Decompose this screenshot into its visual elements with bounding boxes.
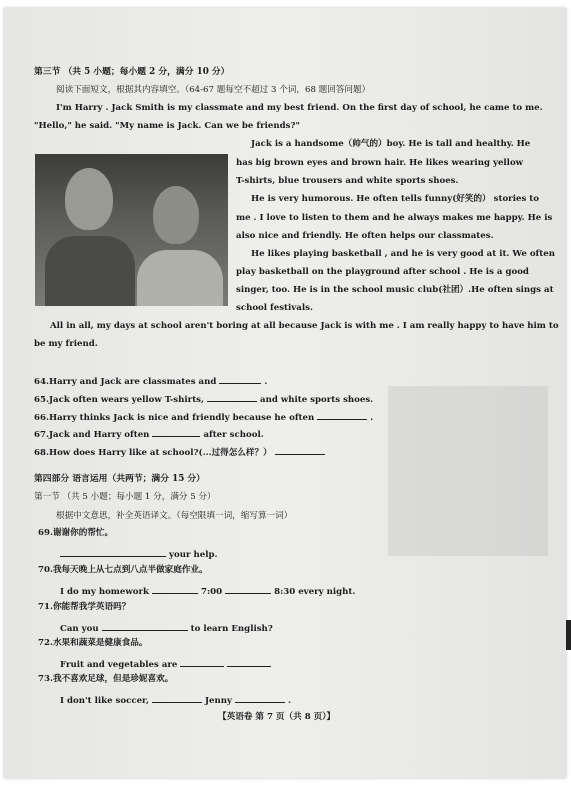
question-70-chinese: 70.我每天晚上从七点到八点半做家庭作业。 bbox=[38, 565, 208, 575]
passage-line: play basketball on the playground after school . He is a good bbox=[236, 267, 529, 277]
answer-blank[interactable] bbox=[207, 392, 257, 402]
question-72-chinese: 72.水果和蔬菜是健康食品。 bbox=[38, 638, 148, 648]
answer-blank[interactable] bbox=[152, 427, 200, 437]
question-67: 67.Jack and Harry often after school. bbox=[34, 427, 264, 441]
question-70-english: I do my homework 7:00 8:30 every night. bbox=[60, 584, 355, 598]
question-65: 65.Jack often wears yellow T-shirts, and white sports shoes. bbox=[34, 392, 373, 406]
question-64: 64.Harry and Jack are classmates and . bbox=[34, 374, 267, 388]
two-boys-photo bbox=[35, 154, 228, 306]
answer-blank[interactable] bbox=[180, 657, 224, 667]
page-edge-marker bbox=[566, 620, 571, 650]
question-69-chinese: 69.谢谢你的帮忙。 bbox=[38, 528, 114, 538]
question-71-english: Can you to learn English? bbox=[60, 621, 273, 635]
passage-line: He likes playing basketball , and he is very good at it. We often bbox=[251, 249, 555, 259]
passage-line: school festivals. bbox=[236, 303, 313, 313]
answer-blank[interactable] bbox=[317, 410, 367, 420]
answer-blank[interactable] bbox=[152, 693, 202, 703]
answer-blank[interactable] bbox=[235, 693, 285, 703]
question-69-english: your help. bbox=[60, 547, 217, 561]
section3-title: 第三节 （共 5 小题；每小题 2 分，满分 10 分） bbox=[34, 67, 230, 77]
exam-page bbox=[4, 8, 566, 778]
passage-line: has big brown eyes and brown hair. He likes wearing yellow bbox=[236, 158, 524, 168]
passage-line: I'm Harry . Jack Smith is my classmate and my best friend. On the first day of school, he came to me. bbox=[56, 103, 543, 113]
part4-instruction: 根据中文意思，补全英语译文。（每空限填一词，缩写算一词） bbox=[56, 511, 293, 521]
passage-line: All in all, my days at school aren't boring at all because Jack is with me . I am really happy to have him to bbox=[50, 321, 559, 331]
passage-line: be my friend. bbox=[34, 339, 98, 349]
bleed-through-shadow bbox=[388, 386, 548, 556]
part4-section1-title: 第一节 （共 5 小题；每小题 1 分，满分 5 分） bbox=[34, 492, 216, 502]
passage-line: singer, too. He is in the school music club(社团）.He often sings at bbox=[236, 285, 554, 295]
question-73-chinese: 73.我不喜欢足球，但是珍妮喜欢。 bbox=[38, 674, 174, 684]
passage-line: Jack is a handsome（帅气的）boy. He is tall and healthy. He bbox=[251, 139, 531, 149]
page-footer: 【英语卷 第 7 页（共 8 页）】 bbox=[218, 712, 336, 722]
answer-blank[interactable] bbox=[60, 547, 166, 557]
question-68: 68.How does Harry like at school?(...过得怎么样？） bbox=[34, 445, 325, 459]
answer-blank[interactable] bbox=[219, 374, 261, 384]
passage-line: He is very humorous. He often tells funny(好笑的） stories to bbox=[251, 194, 539, 204]
answer-blank[interactable] bbox=[225, 584, 271, 594]
passage-line: T-shirts, blue trousers and white sports shoes. bbox=[236, 176, 459, 186]
passage-line: me . I love to listen to them and he always makes me happy. He is bbox=[236, 213, 553, 223]
question-72-english: Fruit and vegetables are bbox=[60, 657, 271, 671]
answer-blank[interactable] bbox=[102, 621, 188, 631]
passage-line: also nice and friendly. He often helps our classmates. bbox=[236, 231, 494, 241]
part4-title: 第四部分 语言运用（共两节；满分 15 分） bbox=[34, 474, 205, 484]
answer-blank[interactable] bbox=[152, 584, 198, 594]
section3-instruction: 阅读下面短文，根据其内容填空。（64-67 题每空不超过 3 个词，68 题回答问题） bbox=[56, 85, 371, 95]
passage-line: "Hello," he said. "My name is Jack. Can we be friends?" bbox=[34, 121, 300, 131]
question-66: 66.Harry thinks Jack is nice and friendly because he often . bbox=[34, 410, 373, 424]
answer-blank[interactable] bbox=[275, 445, 325, 455]
question-71-chinese: 71.你能帮我学英语吗？ bbox=[38, 602, 131, 612]
question-73-english: I don't like soccer, Jenny . bbox=[60, 693, 291, 707]
answer-blank[interactable] bbox=[227, 657, 271, 667]
